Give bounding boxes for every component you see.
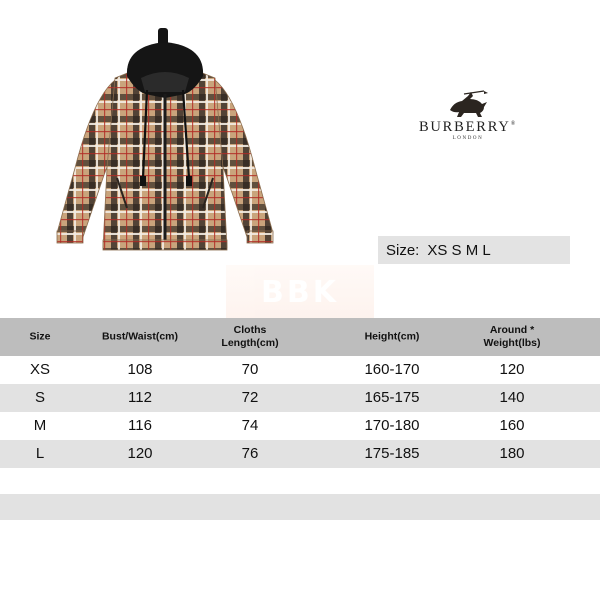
sizes-label: Size:	[386, 241, 420, 259]
cell-weight: 180	[499, 445, 525, 462]
cell-weight: 160	[499, 417, 525, 434]
brand-wordmark: BURBERRY®	[418, 118, 518, 135]
header-length-line2: Length(cm)	[221, 337, 279, 349]
cell-size: XS	[29, 361, 51, 378]
cell-length: 76	[241, 445, 259, 462]
table-row	[0, 440, 600, 468]
header-weight-line1: Around *	[489, 324, 535, 336]
cell-size: S	[34, 389, 46, 406]
cell-bust: 120	[127, 445, 153, 462]
table-row	[0, 356, 600, 384]
brand-logo	[398, 90, 538, 160]
table-row	[0, 412, 600, 440]
header-height: Height(cm)	[364, 330, 420, 343]
cell-length: 70	[241, 361, 259, 378]
sizes-values: XS S M L	[427, 241, 491, 259]
header-length-line1: Cloths	[233, 324, 267, 336]
available-sizes-box	[378, 236, 570, 264]
cell-length: 72	[241, 389, 259, 406]
brand-location: LONDON	[452, 135, 484, 141]
cell-height: 175-185	[364, 445, 420, 462]
cell-length: 74	[241, 417, 259, 434]
header-length	[221, 324, 278, 350]
equestrian-knight-icon	[444, 90, 492, 118]
header-weight-line2: Weight(lbs)	[483, 337, 541, 349]
cell-size: L	[35, 445, 45, 462]
empty-footer-bar	[0, 494, 600, 520]
cell-height: 165-175	[364, 389, 420, 406]
watermark-text: BBK	[261, 275, 339, 310]
cell-height: 170-180	[364, 417, 420, 434]
cell-bust: 112	[128, 389, 152, 406]
header-size: Size	[29, 330, 51, 343]
cell-size: M	[33, 417, 47, 434]
header-bust: Bust/Waist(cm)	[101, 330, 179, 343]
table-header-row	[0, 318, 600, 356]
table-row	[0, 384, 600, 412]
cell-bust: 116	[128, 417, 152, 434]
registered-mark: ®	[510, 121, 518, 127]
jacket-product-image	[45, 28, 285, 258]
cell-height: 160-170	[364, 361, 420, 378]
cell-weight: 140	[499, 389, 525, 406]
cell-weight: 120	[499, 361, 525, 378]
header-weight	[484, 324, 541, 350]
watermark	[226, 265, 374, 321]
cell-bust: 108	[127, 361, 153, 378]
